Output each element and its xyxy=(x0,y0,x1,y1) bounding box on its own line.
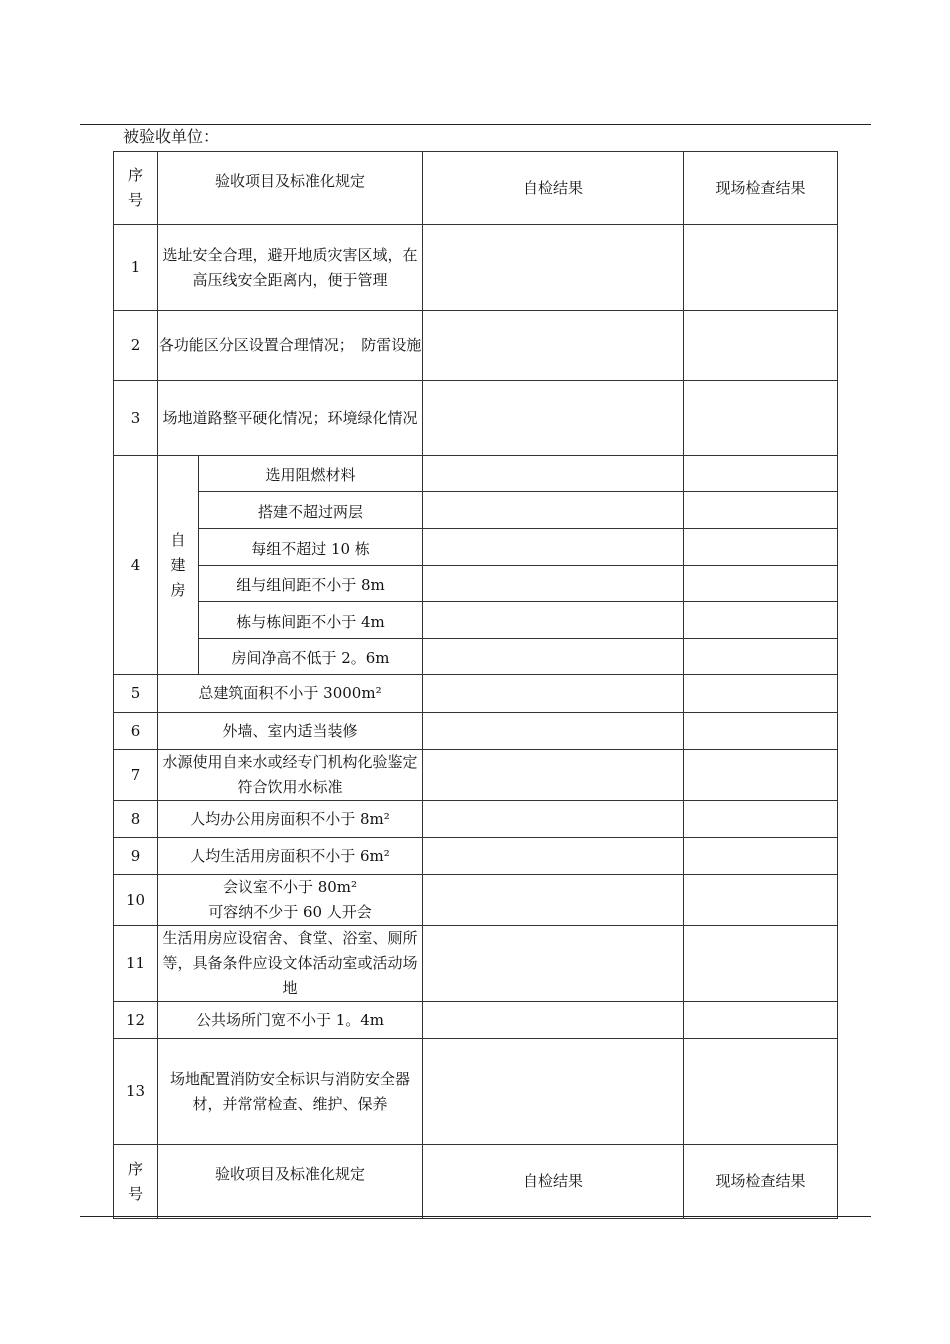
site-check-cell[interactable] xyxy=(684,875,838,926)
header-self-check: 自检结果 xyxy=(423,152,684,225)
row-number: 5 xyxy=(114,675,158,713)
header-seq: 序 号 xyxy=(114,1145,158,1219)
self-check-cell[interactable] xyxy=(423,225,684,311)
row-item: 公共场所门宽不小于 1。4m xyxy=(158,1002,423,1039)
header-seq: 序 号 xyxy=(114,152,158,225)
site-check-cell[interactable] xyxy=(684,381,838,456)
row-number: 9 xyxy=(114,838,158,875)
row-item: 水源使用自来水或经专门机构化验鉴定符合饮用水标准 xyxy=(158,750,423,801)
row-item: 总建筑面积不小于 3000m² xyxy=(158,675,423,713)
row-item: 场地配置消防安全标识与消防安全器材，并常常检查、维护、保养 xyxy=(158,1039,423,1145)
row-item: 人均办公用房面积不小于 8m² xyxy=(158,801,423,838)
row-subitem: 搭建不超过两层 xyxy=(199,492,423,529)
header-self-check: 自检结果 xyxy=(423,1145,684,1219)
table-row xyxy=(114,713,838,750)
self-check-cell[interactable] xyxy=(423,926,684,1002)
row-item: 选址安全合理，避开地质灾害区域，在高压线安全距离内，便于管理 xyxy=(158,225,423,311)
row-number: 1 xyxy=(114,225,158,311)
row-number: 13 xyxy=(114,1039,158,1145)
row-number: 11 xyxy=(114,926,158,1002)
row-number: 8 xyxy=(114,801,158,838)
row-subitem: 房间净高不低于 2。6m xyxy=(199,639,423,675)
table-row xyxy=(114,381,838,456)
self-check-cell[interactable] xyxy=(423,1039,684,1145)
self-check-cell[interactable] xyxy=(423,492,684,529)
table-row xyxy=(114,639,838,675)
header-site-check: 现场检查结果 xyxy=(684,1145,838,1219)
site-check-cell[interactable] xyxy=(684,750,838,801)
site-check-cell[interactable] xyxy=(684,675,838,713)
site-check-cell[interactable] xyxy=(684,801,838,838)
bottom-rule xyxy=(80,1216,871,1217)
row-item: 场地道路整平硬化情况；环境绿化情况 xyxy=(158,381,423,456)
table-row xyxy=(114,875,838,926)
header-site-check: 现场检查结果 xyxy=(684,152,838,225)
group-label-self-built-housing: 自建房 xyxy=(158,456,199,675)
row-subitem: 每组不超过 10 栋 xyxy=(199,529,423,566)
header-item: 验收项目及标准化规定 xyxy=(158,152,423,225)
site-check-cell[interactable] xyxy=(684,713,838,750)
row-subitem: 选用阻燃材料 xyxy=(199,456,423,492)
table-row xyxy=(114,801,838,838)
table-row xyxy=(114,311,838,381)
site-check-cell[interactable] xyxy=(684,602,838,639)
self-check-cell[interactable] xyxy=(423,456,684,492)
self-check-cell[interactable] xyxy=(423,713,684,750)
table-header-row xyxy=(114,152,838,225)
row-item: 外墙、室内适当装修 xyxy=(158,713,423,750)
self-check-cell[interactable] xyxy=(423,529,684,566)
row-number: 3 xyxy=(114,381,158,456)
row-number: 2 xyxy=(114,311,158,381)
self-check-cell[interactable] xyxy=(423,311,684,381)
site-check-cell[interactable] xyxy=(684,225,838,311)
table-row xyxy=(114,675,838,713)
site-check-cell[interactable] xyxy=(684,566,838,602)
row-item: 会议室不小于 80m² 可容纳不少于 60 人开会 xyxy=(158,875,423,926)
table-row xyxy=(114,225,838,311)
acceptance-checklist-table xyxy=(113,151,838,1219)
table-row xyxy=(114,602,838,639)
site-check-cell[interactable] xyxy=(684,639,838,675)
header-item: 验收项目及标准化规定 xyxy=(158,1145,423,1219)
table-row xyxy=(114,1039,838,1145)
site-check-cell[interactable] xyxy=(684,1002,838,1039)
self-check-cell[interactable] xyxy=(423,801,684,838)
site-check-cell[interactable] xyxy=(684,456,838,492)
row-number: 7 xyxy=(114,750,158,801)
table-header-row-repeat xyxy=(114,1145,838,1219)
self-check-cell[interactable] xyxy=(423,838,684,875)
site-check-cell[interactable] xyxy=(684,311,838,381)
row-number: 6 xyxy=(114,713,158,750)
self-check-cell[interactable] xyxy=(423,639,684,675)
table-row xyxy=(114,456,838,492)
site-check-cell[interactable] xyxy=(684,838,838,875)
table-row xyxy=(114,492,838,529)
row-item: 各功能区分区设置合理情况； 防雷设施 xyxy=(158,311,423,381)
table-row xyxy=(114,750,838,801)
row-number: 12 xyxy=(114,1002,158,1039)
row-item: 人均生活用房面积不小于 6m² xyxy=(158,838,423,875)
row-number: 10 xyxy=(114,875,158,926)
self-check-cell[interactable] xyxy=(423,1002,684,1039)
self-check-cell[interactable] xyxy=(423,750,684,801)
site-check-cell[interactable] xyxy=(684,1039,838,1145)
self-check-cell[interactable] xyxy=(423,602,684,639)
self-check-cell[interactable] xyxy=(423,381,684,456)
self-check-cell[interactable] xyxy=(423,675,684,713)
table-row xyxy=(114,1002,838,1039)
table-row xyxy=(114,566,838,602)
row-item: 生活用房应设宿舍、食堂、浴室、厕所等，具备条件应设文体活动室或活动场地 xyxy=(158,926,423,1002)
row-subitem: 栋与栋间距不小于 4m xyxy=(199,602,423,639)
table-row xyxy=(114,838,838,875)
table-row xyxy=(114,529,838,566)
row-subitem: 组与组间距不小于 8m xyxy=(199,566,423,602)
site-check-cell[interactable] xyxy=(684,492,838,529)
site-check-cell[interactable] xyxy=(684,529,838,566)
top-rule xyxy=(80,124,871,125)
self-check-cell[interactable] xyxy=(423,875,684,926)
site-check-cell[interactable] xyxy=(684,926,838,1002)
row-number: 4 xyxy=(114,456,158,675)
table-row xyxy=(114,926,838,1002)
self-check-cell[interactable] xyxy=(423,566,684,602)
inspected-unit-label: 被验收单位： xyxy=(123,127,220,146)
